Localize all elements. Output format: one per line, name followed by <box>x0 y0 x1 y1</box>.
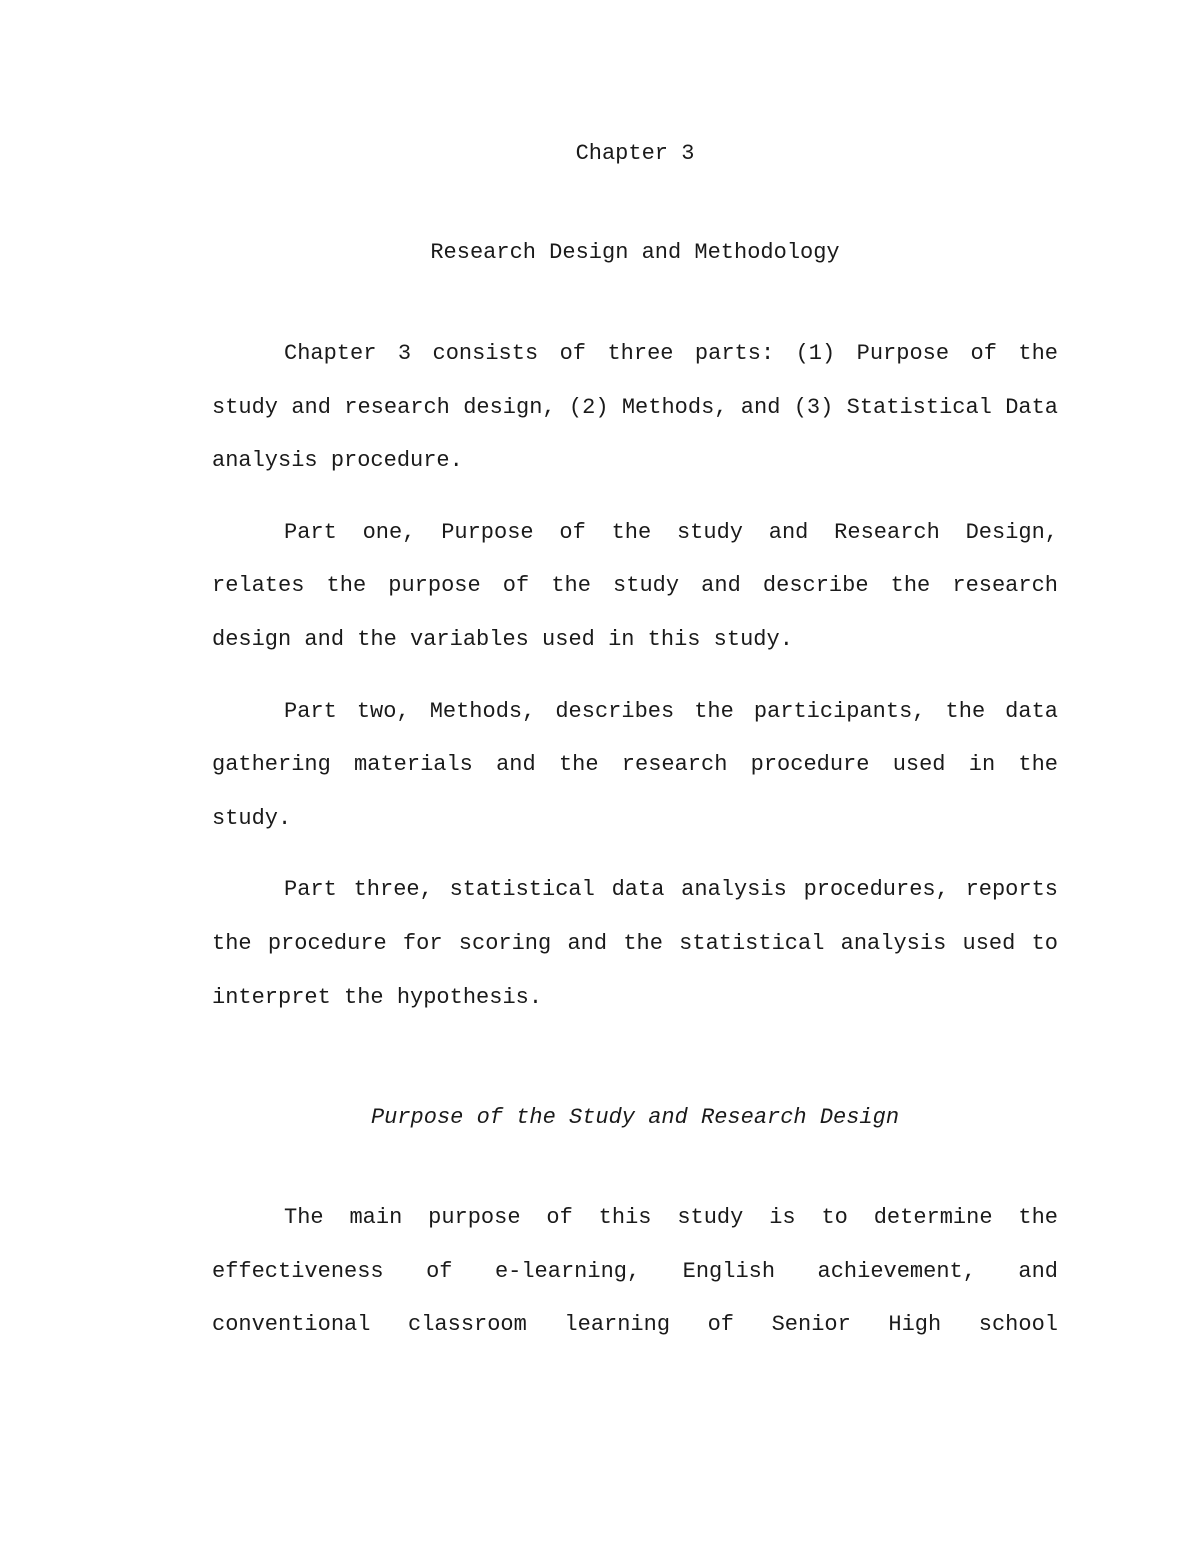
section-paragraph: The main purpose of this study is to determine the effectiveness of e-learning, English achievement, and conventional classroom learning of Senior High school <box>212 1205 1058 1338</box>
intro-paragraph-4: Part three, statistical data analysis procedures, reports the procedure for scoring and the statistical analysis used to interpret the hypothesis. <box>212 877 1058 1010</box>
intro-paragraph-1: Chapter 3 consists of three parts: (1) Purpose of the study and research design, (2) Methods, and (3) Statistical Data analysis procedure. <box>212 341 1058 474</box>
purpose-section <box>212 1191 1058 1352</box>
intro-section <box>212 327 1058 1024</box>
intro-paragraph-3: Part two, Methods, describes the participants, the data gathering materials and the research procedure used in the study. <box>212 698 1058 831</box>
chapter-label: Chapter 3 <box>575 141 695 166</box>
chapter-title: Research Design and Methodology <box>430 240 840 265</box>
section-heading: Purpose of the Study and Research Design <box>370 1105 900 1130</box>
intro-paragraph-2: Part one, Purpose of the study and Research Design, relates the purpose of the study and describe the research design and the variables used in this study. <box>212 519 1058 652</box>
